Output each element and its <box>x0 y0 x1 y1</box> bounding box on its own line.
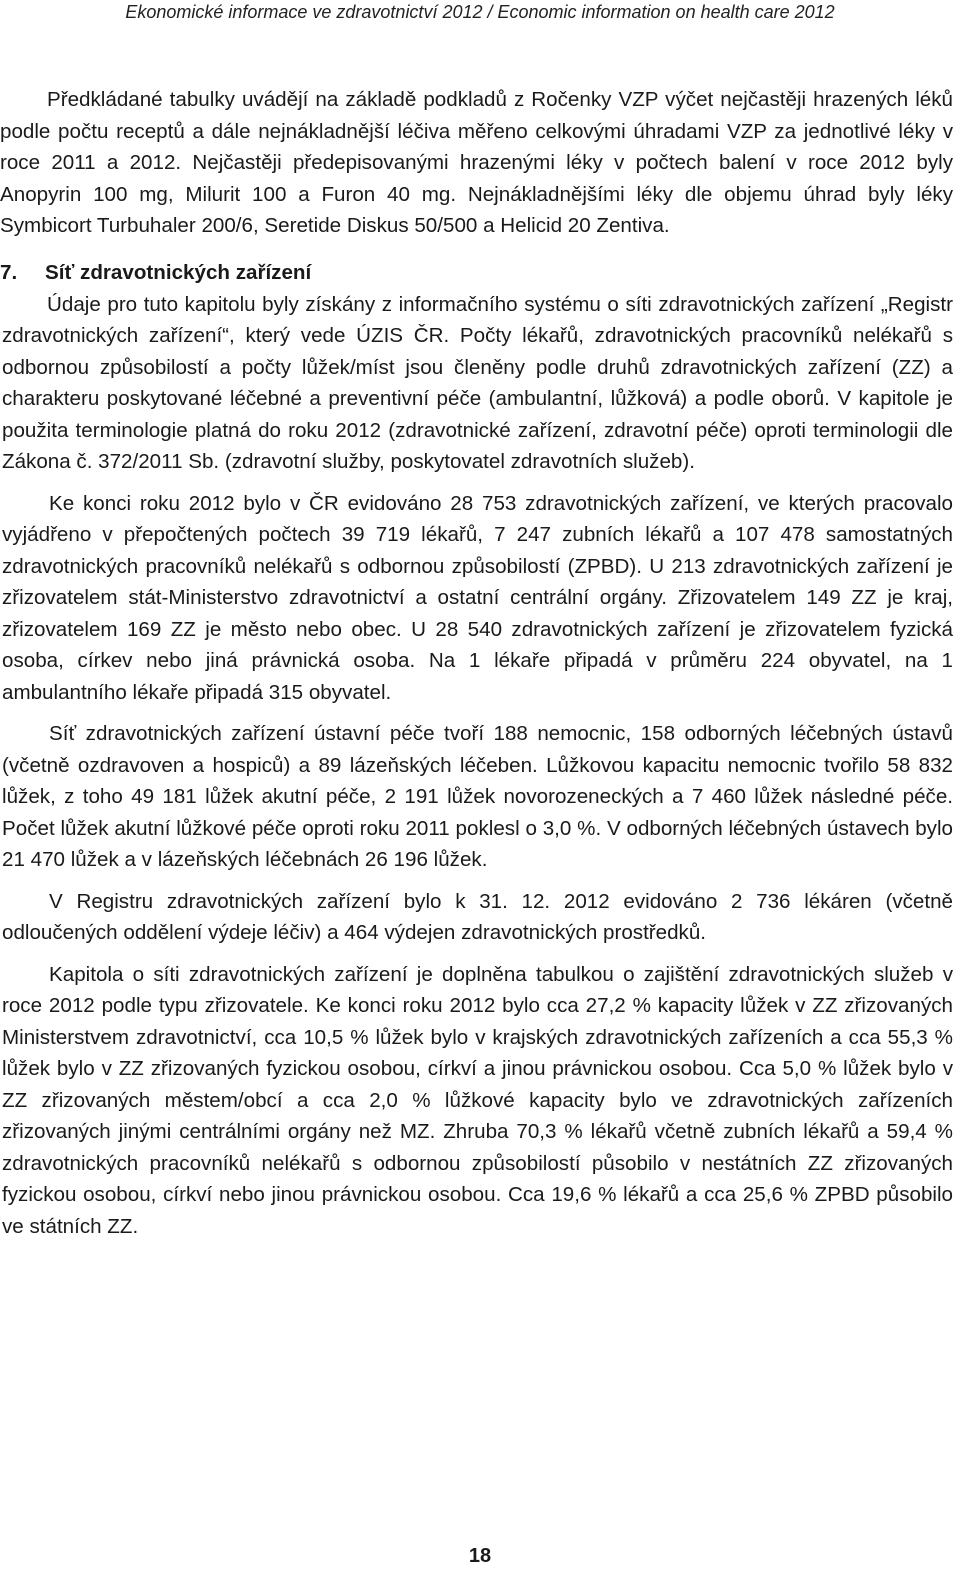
section-paragraph: Ke konci roku 2012 bylo v ČR evidováno 28 753 zdravotnických zařízení, ve kterých pracovalo vyjádřeno v přepočtených počtech 39 719 lékařů, 7 247 zubních lékařů a 107 478 samostatných zdravotnických pracovníků nelékařů s odbornou způsobilostí (ZPBD). U 213 zdravotnických zařízení je zřizovatelem stát-Ministerstvo zdravotnictví a ostatní centrální orgány. Zřizovatelem 149 ZZ je kraj, zřizovatelem 169 ZZ je město nebo obec. U 28 540 zdravotnických zařízení je zřizovatelem fyzická osoba, církev nebo jiná právnická osoba. Na 1 lékaře připadá v průměru 224 obyvatel, na 1 ambulantního lékaře připadá 315 obyvatel. <box>2 491 953 704</box>
page-number: 18 <box>468 1545 492 1567</box>
intro-paragraph: Předkládané tabulky uvádějí na základě podkladů z Ročenky VZP výčet nejčastěji hrazených léků podle počtu receptů a dále nejnákladnější léčiva měřeno celkovými úhradami VZP za jednotlivé léky v roce 2011 a 2012. Nejčastěji předepisovanými hrazenými léky v počtech balení v roce 2012 byly Anopyrin 100 mg, Milurit 100 a Furon 40 mg. Nejnákladnějšími léky dle objemu úhrad byly léky Symbicort Turbuhaler 200/6, Seretide Diskus 50/500 a Helicid 20 Zentiva. <box>0 88 953 237</box>
section-heading <box>0 257 953 289</box>
section-paragraph: Síť zdravotnických zařízení ústavní péče tvoří 188 nemocnic, 158 odborných léčebných ústavů (včetně ozdravoven a hospiců) a 89 lázeňských léčeben. Lůžkovou kapacitu nemocnic tvořilo 58 832 lůžek, z toho 49 181 lůžek akutní péče, 2 191 lůžek novorozeneckých a 7 460 lůžek následné péče. Počet lůžek akutní lůžkové péče oproti roku 2011 poklesl o 3,0 %. V odborných léčebných ústavech bylo 21 470 lůžek a v lázeňských léčebnách 26 196 lůžek. <box>2 722 953 871</box>
section-paragraph: Kapitola o síti zdravotnických zařízení je doplněna tabulkou o zajištění zdravotnických služeb v roce 2012 podle typu zřizovatele. Ke konci roku 2012 bylo cca 27,2 % kapacity lůžek v ZZ zřizovaných Ministerstvem zdravotnictví, cca 10,5 % lůžek bylo v krajských zdravotnických zařízeních a cca 55,3 % lůžek bylo v ZZ zřizovaných fyzickou osobou, církví a jinou právnickou osobou. Cca 5,0 % lůžek bylo v ZZ zřizovaných městem/obcí a cca 2,0 % lůžkové kapacity bylo ve zdravotnických zařízeních zřizovaných jinými centrálními orgány než MZ. Zhruba 70,3 % lékařů včetně zubních lékařů a 59,4 % zdravotnických pracovníků nelékařů s odbornou způsobilostí působilo v nestátních ZZ zřizovaných fyzickou osobou, církví nebo jinou právnickou osobou. Cca 19,6 % lékařů a cca 25,6 % ZPBD působilo ve státních ZZ. <box>2 962 953 1238</box>
section-paragraph: V Registru zdravotnických zařízení bylo k 31. 12. 2012 evidováno 2 736 lékáren (včetně odloučených oddělení výdeje léčiv) a 464 výdejen zdravotnických prostředků. <box>2 889 953 944</box>
section-number: 7. <box>0 260 18 284</box>
running-header: Ekonomické informace ve zdravotnictví 2012 / Economic information on health care 2012 <box>125 2 835 22</box>
page-content <box>0 84 953 1242</box>
section-paragraph: Údaje pro tuto kapitolu byly získány z informačního systému o síti zdravotnických zařízení „Registr zdravotnických zařízení“, který vede ÚZIS ČR. Počty lékařů, zdravotnických pracovníků nelékařů s odbornou způsobilostí a počty lůžek/míst jsou členěny podle druhů zdravotnických zařízení (ZZ) a charakteru poskytované léčebné a preventivní péče (ambulantní, lůžková) a podle oborů. V kapitole je použita terminologie platná do roku 2012 (zdravotnické zařízení, zdravotní péče) oproti terminologii dle Zákona č. 372/2011 Sb. (zdravotní služby, poskytovatel zdravotních služeb). <box>2 292 953 473</box>
section-title: Síť zdravotnických zařízení <box>45 260 312 284</box>
section-body <box>0 289 953 1243</box>
